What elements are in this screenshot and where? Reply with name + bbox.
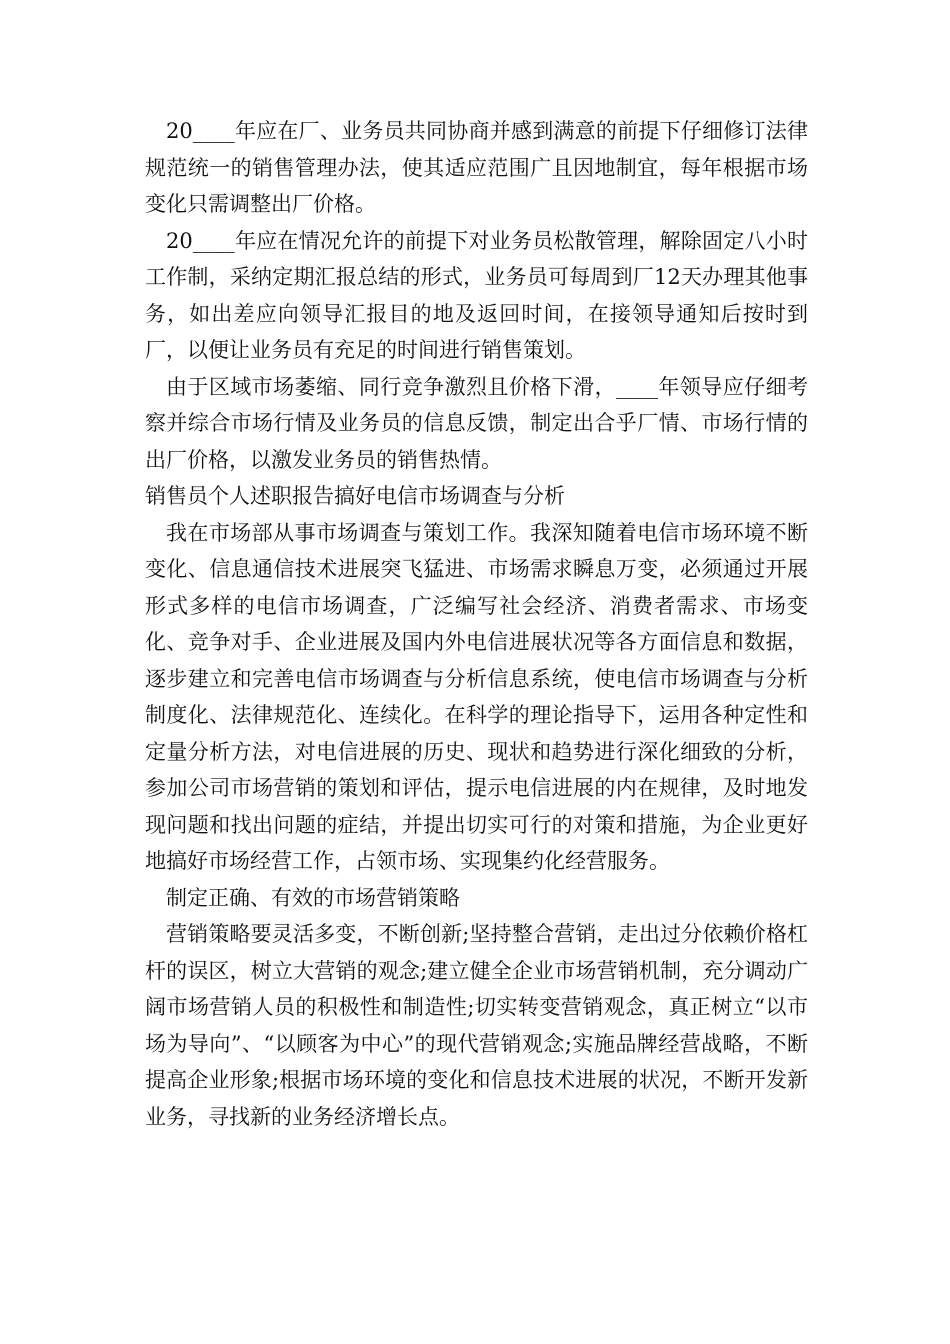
paragraph-market-research: 我在市场部从事市场调查与策划工作。我深知随着电信市场环境不断变化、信息通信技术进展突飞猛进、市场需求瞬息万变，必须通过开展形式多样的电信市场调查，广泛编写社会经济、消费者需求、市场变化、竞争对手、企业进展及国内外电信进展状况等各方面信息和数据，逐步建立和完善电信市场调查与分析信息系统，使电信市场调查与分析制度化、法律规范化、连续化。在科学的理论指导下，运用各种定性和定量分析方法，对电信进展的历史、现状和趋势进行深化细致的分析，参加公司市场营销的策划和评估，提示电信进展的内在规律，及时地发现问题和找出问题的症结，并提出切实可行的对策和措施，为企业更好地搞好市场经营工作，占领市场、实现集约化经营服务。 [145,520,808,873]
document-body [145,113,808,1135]
paragraph-pricing: 由于区域市场萎缩、同行竞争激烈且价格下滑，____年领导应仔细考察并综合市场行情及业务员的信息反馈，制定出合乎厂情、市场行情的出厂价格，以激发业务员的销售热情。 [145,374,808,472]
paragraph-staff-management: 20____年应在情况允许的前提下对业务员松散管理，解除固定八小时工作制，采纳定期汇报总结的形式，业务员可每周到厂12天办理其他事务，如出差应向领导汇报目的地及返回时间，在接领导通知后按时到厂，以便让业务员有充足的时间进行销售策划。 [145,228,808,362]
paragraph-sales-policy: 20____年应在厂、业务员共同协商并感到满意的前提下仔细修订法律规范统一的销售管理办法，使其适应范围广且因地制宜，每年根据市场变化只需调整出厂价格。 [145,119,808,216]
section-heading-market-research: 销售员个人述职报告搞好电信市场调查与分析 [145,484,565,508]
paragraph-marketing-strategy: 营销策略要灵活多变，不断创新;坚持整合营销，走出过分依赖价格杠杆的误区，树立大营销的观念;建立健全企业市场营销机制，充分调动广阔市场营销人员的积极性和制造性;切实转变营销观念，真正树立“以市场为导向”、“以顾客为中心”的现代营销观念;实施品牌经营战略，不断提高企业形象;根据市场环境的变化和信息技术进展的状况，不断开发新业务，寻找新的业务经济增长点。 [145,922,808,1129]
section-heading-marketing-strategy: 制定正确、有效的市场营销策略 [166,885,460,910]
